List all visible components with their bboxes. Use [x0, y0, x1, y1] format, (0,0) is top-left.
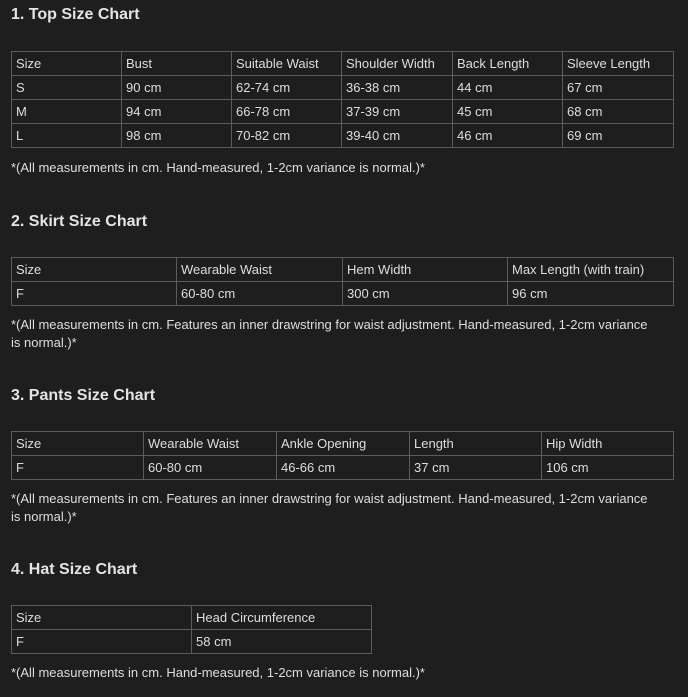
table-cell: 60-80 cm: [177, 282, 343, 306]
header-cell: Size: [12, 258, 177, 282]
pants-size-table: [11, 431, 674, 480]
table-header-row: [12, 432, 674, 456]
header-cell: Length: [410, 432, 542, 456]
table-row: [12, 630, 372, 654]
table-row: [12, 76, 674, 100]
table-header-row: [12, 606, 372, 630]
header-cell: Hem Width: [343, 258, 508, 282]
table-row: [12, 282, 674, 306]
header-cell: Max Length (with train): [508, 258, 674, 282]
header-cell: Back Length: [453, 52, 563, 76]
table-cell: 45 cm: [453, 100, 563, 124]
hat-size-chart-heading: 4. Hat Size Chart: [11, 561, 138, 578]
table-cell: 68 cm: [563, 100, 674, 124]
pants-size-note: *(All measurements in cm. Features an inner drawstring for waist adjustment. Hand-measured, 1-2cm variance is normal.)*: [11, 491, 648, 524]
header-cell: Wearable Waist: [177, 258, 343, 282]
header-cell: Hip Width: [542, 432, 674, 456]
table-header-row: [12, 52, 674, 76]
table-row: [12, 100, 674, 124]
header-cell: Size: [12, 432, 144, 456]
hat-size-table: [11, 605, 372, 654]
skirt-size-note: *(All measurements in cm. Features an inner drawstring for waist adjustment. Hand-measured, 1-2cm variance is normal.)*: [11, 317, 648, 350]
table-cell: 46 cm: [453, 124, 563, 148]
header-cell: Suitable Waist: [232, 52, 342, 76]
table-cell: 36-38 cm: [342, 76, 453, 100]
table-cell: 106 cm: [542, 456, 674, 480]
table-cell: M: [12, 100, 122, 124]
table-row: [12, 124, 674, 148]
top-size-note: *(All measurements in cm. Hand-measured, 1-2cm variance is normal.)*: [11, 160, 425, 175]
table-cell: 96 cm: [508, 282, 674, 306]
table-cell: F: [12, 456, 144, 480]
header-cell: Wearable Waist: [144, 432, 277, 456]
table-cell: 98 cm: [122, 124, 232, 148]
table-cell: S: [12, 76, 122, 100]
pants-size-chart-heading: 3. Pants Size Chart: [11, 387, 156, 404]
header-cell: Sleeve Length: [563, 52, 674, 76]
header-cell: Size: [12, 52, 122, 76]
table-cell: 62-74 cm: [232, 76, 342, 100]
header-cell: Shoulder Width: [342, 52, 453, 76]
table-cell: 70-82 cm: [232, 124, 342, 148]
table-cell: 39-40 cm: [342, 124, 453, 148]
table-cell: 44 cm: [453, 76, 563, 100]
table-cell: 300 cm: [343, 282, 508, 306]
table-header-row: [12, 258, 674, 282]
hat-size-note: *(All measurements in cm. Hand-measured, 1-2cm variance is normal.)*: [11, 665, 425, 680]
header-cell: Head Circumference: [192, 606, 372, 630]
table-cell: F: [12, 282, 177, 306]
top-size-chart-heading: 1. Top Size Chart: [11, 6, 140, 23]
skirt-size-table: [11, 257, 674, 306]
header-cell: Bust: [122, 52, 232, 76]
table-cell: 46-66 cm: [277, 456, 410, 480]
table-cell: 37-39 cm: [342, 100, 453, 124]
table-cell: 67 cm: [563, 76, 674, 100]
table-cell: 69 cm: [563, 124, 674, 148]
table-cell: 90 cm: [122, 76, 232, 100]
top-size-table: [11, 51, 674, 148]
table-cell: 58 cm: [192, 630, 372, 654]
header-cell: Ankle Opening: [277, 432, 410, 456]
table-row: [12, 456, 674, 480]
table-cell: F: [12, 630, 192, 654]
skirt-size-chart-heading: 2. Skirt Size Chart: [11, 213, 148, 230]
table-cell: 37 cm: [410, 456, 542, 480]
header-cell: Size: [12, 606, 192, 630]
table-cell: L: [12, 124, 122, 148]
table-cell: 66-78 cm: [232, 100, 342, 124]
table-cell: 94 cm: [122, 100, 232, 124]
table-cell: 60-80 cm: [144, 456, 277, 480]
